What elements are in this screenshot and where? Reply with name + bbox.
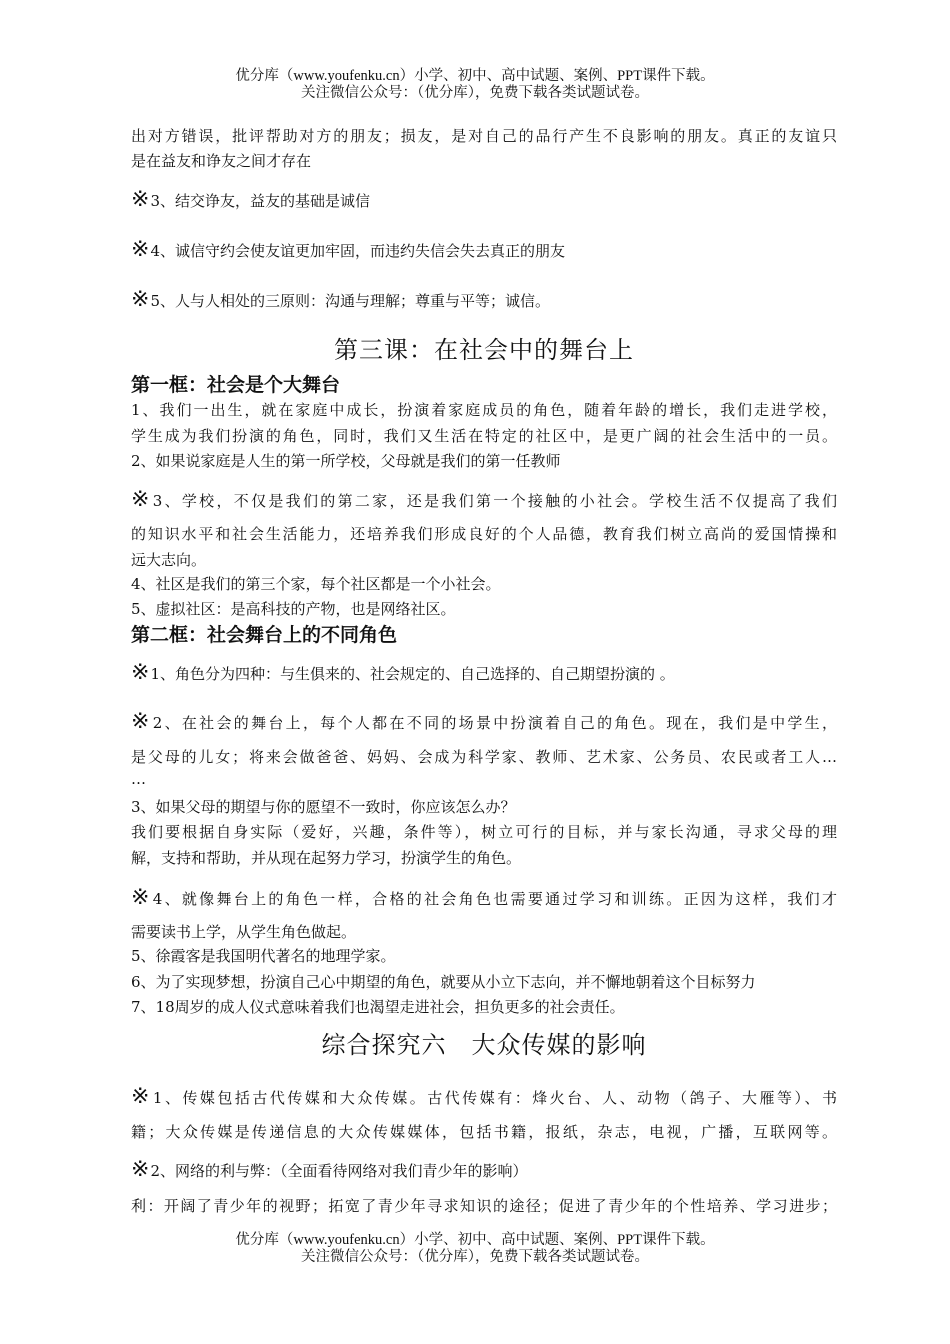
reference-mark-icon: ※ (131, 187, 150, 212)
reference-mark-icon: ※ (131, 1084, 152, 1109)
paragraph-line: 7、18周岁的成人仪式意味着我们也渴望走进社会，担负更多的社会责任。 (131, 998, 625, 1016)
lesson-title: 第三课：在社会中的舞台上 (334, 336, 634, 364)
paragraph-line: 学生成为我们扮演的角色，同时，我们又生活在特定的社区中，是更广阔的社会生活中的一员。 (131, 427, 837, 445)
paragraph-line: 是父母的儿女；将来会做爸爸、妈妈、会成为科学家、教师、艺术家、公务员、农民或者工人… (131, 748, 837, 766)
header-line-2: 关注微信公众号：（优分库），免费下载各类试题试卷。 (301, 85, 649, 101)
item-text: 2、网络的利与弊：（全面看待网络对我们青少年的影响） (150, 1162, 528, 1180)
item-text: 1、角色分为四种：与生俱来的、社会规定的、自己选择的、自己期望扮演的 。 (150, 665, 675, 683)
paragraph-line: 出对方错误，批评帮助对方的朋友；损友，是对自己的品行产生不良影响的朋友。真正的友谊只 (131, 127, 837, 145)
item-text: 5、人与人相处的三原则：沟通与理解；尊重与平等；诚信。 (150, 292, 550, 310)
frame-title: 第二框：社会舞台上的不同角色 (131, 624, 398, 646)
key-point-item (131, 711, 837, 734)
paragraph-line: 5、徐霞客是我国明代著名的地理学家。 (131, 947, 396, 965)
reference-mark-icon: ※ (131, 487, 152, 512)
key-point-item (131, 489, 837, 512)
paragraph-line: 需要读书上学，从学生角色做起。 (131, 923, 357, 941)
item-text: 4、就像舞台上的角色一样，合格的社会角色也需要通过学习和训练。正因为这样，我们才 (152, 890, 837, 908)
paragraph-line: 籍；大众传媒是传递信息的大众传媒媒体，包括书籍，报纸，杂志，电视，广播，互联网等。 (131, 1123, 837, 1141)
paragraph-line: … (131, 770, 146, 788)
key-point-item (131, 289, 550, 312)
section-title: 综合探究六 大众传媒的影响 (321, 1031, 647, 1059)
paragraph-line: 我们要根据自身实际（爱好，兴趣，条件等），树立可行的目标，并与家长沟通，寻求父母的理 (131, 823, 837, 841)
page-header (0, 68, 950, 102)
key-point-item (131, 662, 675, 685)
item-text: 2、在社会的舞台上，每个人都在不同的场景中扮演着自己的角色。现在，我们是中学生， (152, 714, 837, 732)
paragraph-line: 是在益友和诤友之间才存在 (131, 152, 312, 170)
item-text: 3、学校，不仅是我们的第二家，还是我们第一个接触的小社会。学校生活不仅提高了我们 (152, 492, 837, 510)
reference-mark-icon: ※ (131, 287, 150, 312)
paragraph-line: 远大志向。 (131, 551, 207, 569)
paragraph-line: 1、我们一出生，就在家庭中成长，扮演着家庭成员的角色，随着年龄的增长，我们走进学校， (131, 401, 837, 419)
paragraph-line: 解，支持和帮助，并从现在起努力学习，扮演学生的角色。 (131, 849, 522, 867)
reference-mark-icon: ※ (131, 1157, 150, 1182)
key-point-item (131, 239, 565, 262)
header-line-1: 优分库（www.youfenku.cn）小学、初中、高中试题、案例、PPT课件下载。 (235, 68, 715, 84)
item-text: 3、结交诤友，益友的基础是诚信 (150, 192, 370, 210)
page-footer (0, 1232, 950, 1266)
footer-line-2: 关注微信公众号：（优分库），免费下载各类试题试卷。 (301, 1249, 649, 1265)
paragraph-line: 4、社区是我们的第三个家，每个社区都是一个小社会。 (131, 575, 501, 593)
key-point-item (131, 1086, 837, 1109)
frame-title: 第一框：社会是个大舞台 (131, 374, 341, 396)
reference-mark-icon: ※ (131, 885, 152, 910)
paragraph-line: 6、为了实现梦想，扮演自己心中期望的角色，就要从小立下志向，并不懈地朝着这个目标努力 (131, 973, 756, 991)
paragraph-line: 3、如果父母的期望与你的愿望不一致时，你应该怎么办？ (131, 798, 516, 816)
paragraph-line: 的知识水平和社会生活能力，还培养我们形成良好的个人品德，教育我们树立高尚的爱国情操和 (131, 525, 837, 543)
reference-mark-icon: ※ (131, 660, 150, 685)
item-text: 1、传媒包括古代传媒和大众传媒。古代传媒有：烽火台、人、动物（鸽子、大雁等）、书 (152, 1089, 837, 1107)
key-point-item (131, 1159, 527, 1182)
key-point-item (131, 189, 370, 212)
paragraph-line: 2、如果说家庭是人生的第一所学校，父母就是我们的第一任教师 (131, 452, 561, 470)
key-point-item (131, 887, 837, 910)
reference-mark-icon: ※ (131, 237, 150, 262)
item-text: 4、诚信守约会使友谊更加牢固，而违约失信会失去真正的朋友 (150, 242, 565, 260)
reference-mark-icon: ※ (131, 709, 152, 734)
paragraph-line: 利：开阔了青少年的视野；拓宽了青少年寻求知识的途径；促进了青少年的个性培养、学习进步； (131, 1197, 837, 1215)
footer-line-1: 优分库（www.youfenku.cn）小学、初中、高中试题、案例、PPT课件下载。 (235, 1232, 715, 1248)
paragraph-line: 5、虚拟社区：是高科技的产物，也是网络社区。 (131, 600, 456, 618)
